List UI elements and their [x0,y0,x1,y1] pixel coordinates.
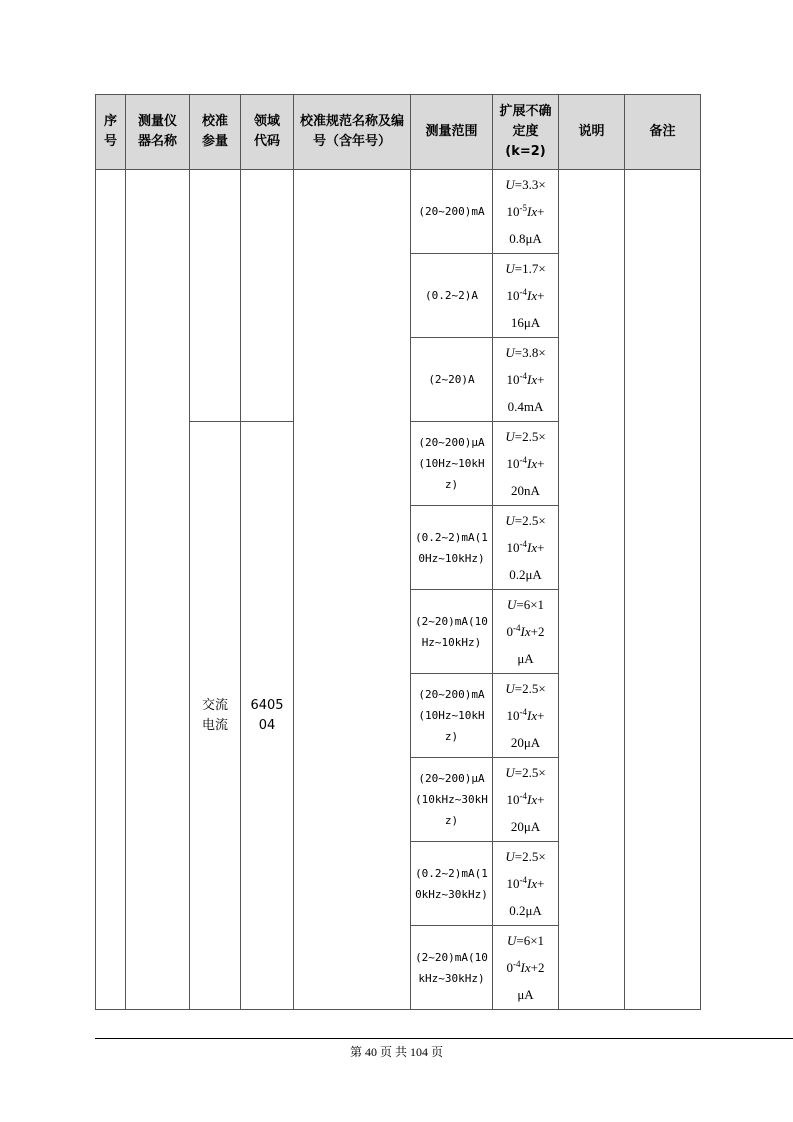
header-code: 领域代码 [241,95,294,170]
range-cell: (0.2~2)mA(10kHz~30kHz) [411,842,493,926]
cell-remark [625,170,701,1010]
cell-note [559,170,625,1010]
range-cell: (2~20)A [411,338,493,422]
range-cell: (2~20)mA(10Hz~10kHz) [411,590,493,674]
range-cell: (0.2~2)A [411,254,493,338]
uncertainty-cell: U=2.5× $10^{-4}Ix+$ 20μA [493,758,559,842]
uncertainty-cell: U=2.5× $10^{-4}Ix+$ 20nA [493,422,559,506]
ac-code-label: 640504 [250,697,284,733]
range-cell: (2~20)mA(10kHz~30kHz) [411,926,493,1010]
uncertainty-cell: U=3.3× $10^{-5}Ix+$ 0.8μA [493,170,559,254]
uncertainty-cell: U=2.5× $10^{-4}Ix+$ 20μA [493,674,559,758]
uncertainty-cell: U=6×1 $0^{-4}Ix+2$ μA [493,926,559,1010]
range-cell: (20~200)mA(10Hz~10kHz) [411,674,493,758]
calibration-table-wrapper [95,94,700,1010]
range-cell: (20~200)μA(10Hz~10kHz) [411,422,493,506]
header-seq: 序号 [96,95,126,170]
uncertainty-cell: U=2.5× $10^{-4}Ix+$ 0.2μA [493,506,559,590]
cell-code-ac [241,422,294,1010]
cell-spec [294,170,411,1010]
footer-divider [95,1038,793,1039]
header-note: 说明 [559,95,625,170]
header-param: 校准参量 [190,95,241,170]
header-spec: 校准规范名称及编号（含年号） [294,95,411,170]
header-instrument: 测量仪器名称 [126,95,190,170]
header-row [96,95,701,170]
range-cell: (20~200)mA [411,170,493,254]
cell-param-ac [190,422,241,1010]
header-remark: 备注 [625,95,701,170]
page-footer: 第 40 页 共 104 页 [349,1045,443,1059]
cell-param-dc [190,170,241,422]
cell-seq [96,170,126,1010]
range-cell: (20~200)μA(10kHz~30kHz) [411,758,493,842]
uncertainty-cell: U=2.5× $10^{-4}Ix+$ 0.2μA [493,842,559,926]
ac-param-label: 交流电流 [201,697,228,733]
header-uncertainty: 扩展不确定度(k=2) [493,95,559,170]
uncertainty-cell: U=1.7× $10^{-4}Ix+$ 16μA [493,254,559,338]
uncertainty-cell: U=3.8× $10^{-4}Ix+$ 0.4mA [493,338,559,422]
cell-instrument [126,170,190,1010]
header-range: 测量范围 [411,95,493,170]
cell-code-dc [241,170,294,422]
uncertainty-cell: U=6×1 $0^{-4}Ix+2$ μA [493,590,559,674]
table-row [96,170,701,254]
range-cell: (0.2~2)mA(10Hz~10kHz) [411,506,493,590]
calibration-table [95,94,701,1010]
